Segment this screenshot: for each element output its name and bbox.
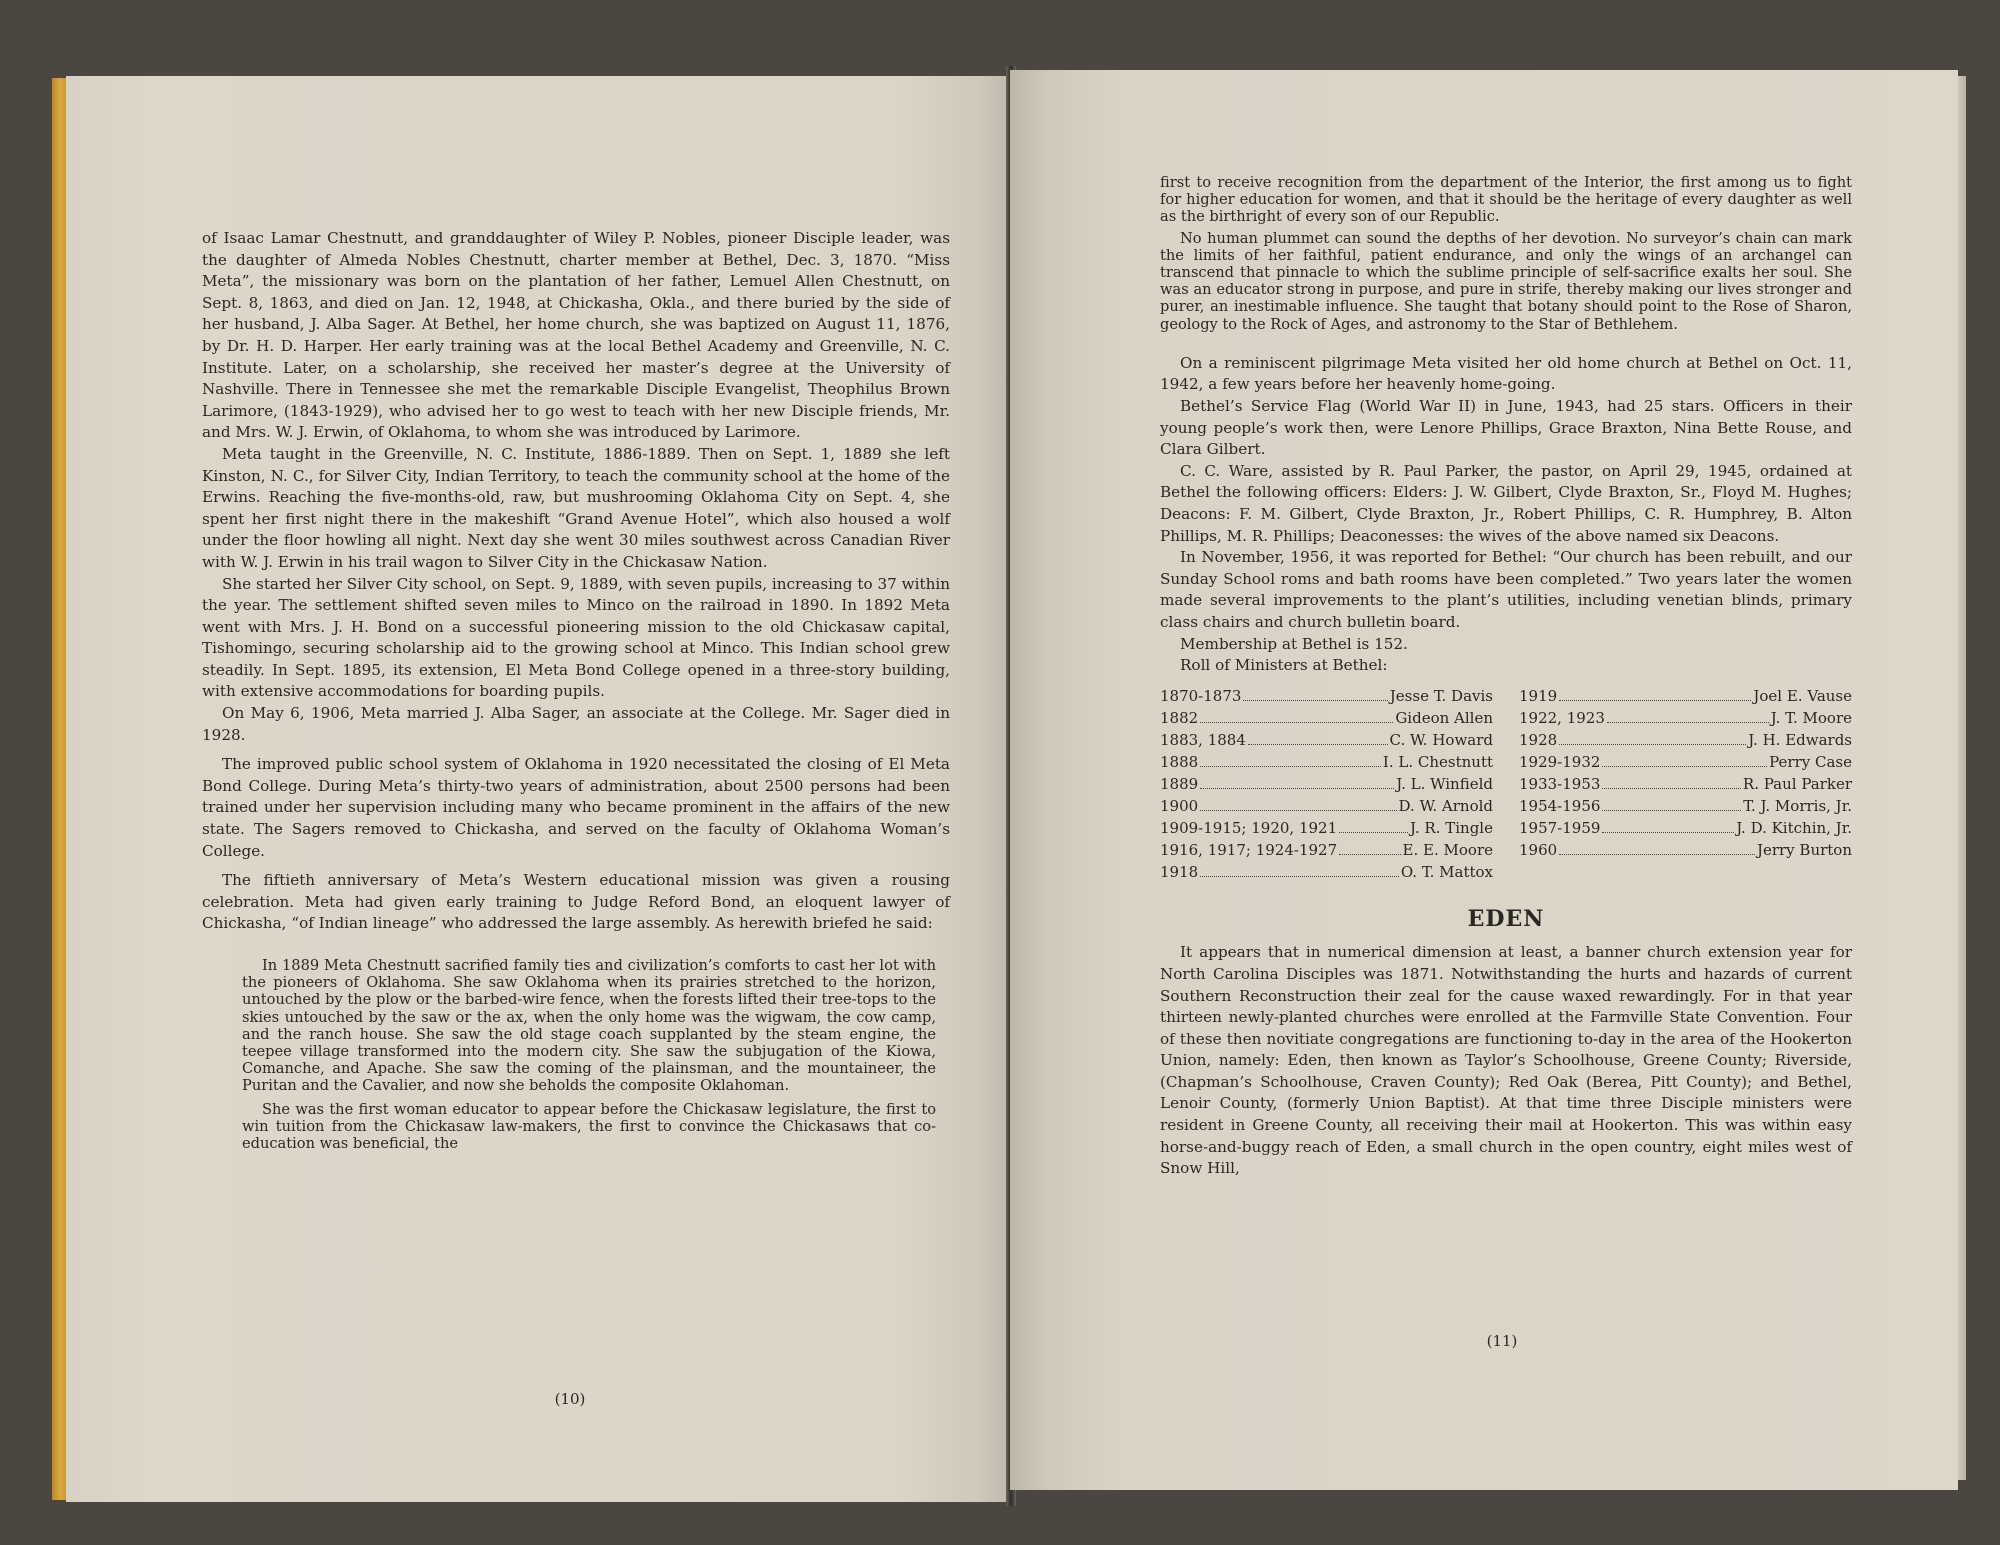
roll-minister-name: R. Paul Parker bbox=[1742, 774, 1852, 793]
roll-row bbox=[1160, 729, 1493, 751]
left-body bbox=[202, 228, 950, 1152]
roll-years: 1916, 1917; 1924-1927 bbox=[1160, 840, 1338, 859]
dot-leader bbox=[1200, 773, 1394, 789]
quote-paragraph: first to receive recognition from the department of the Interior, the first among us to fight for higher education for women, and that it should be the heritage of every daughter as well as the birthright of every son of our Republic. bbox=[1160, 174, 1852, 226]
roll-years: 1883, 1884 bbox=[1160, 730, 1246, 749]
roll-years: 1918 bbox=[1160, 862, 1199, 881]
dot-leader bbox=[1559, 729, 1746, 745]
roll-minister-name: Jerry Burton bbox=[1756, 840, 1852, 859]
roll-years: 1870-1873 bbox=[1160, 686, 1242, 705]
roll-row bbox=[1519, 707, 1852, 729]
paragraph: It appears that in numerical dimension at least, a banner church extension year for North Carolina Disciples was 1871. Notwithstanding the hurts and hazards of current Southern Reconstruction their zeal for the cause waxed rewardingly. For in that year thirteen newly-planted churches were enrolled at the Farmville State Convention. Four of these then novitiate congregations are functioning to-day in the area of the Hookerton Union, namely: Eden, then known as Taylor’s Schoolhouse, Greene County; Riverside, (Chapman’s Schoolhouse, Craven County); Red Oak (Berea, Pitt County); and Bethel, Lenoir County, (formerly Union Baptist). At that time three Disciple ministers were resident in Greene County, all receiving their mail at Hookerton. This was within easy horse-and-buggy reach of Eden, a small church in the open country, eight miles west of Snow Hill, bbox=[1160, 943, 1852, 1178]
right-body bbox=[1160, 174, 1852, 1180]
roll-years: 1919 bbox=[1519, 686, 1558, 705]
roll-minister-name: J. L. Winfield bbox=[1396, 774, 1493, 793]
roll-minister-name: C. W. Howard bbox=[1389, 730, 1493, 749]
roll-row bbox=[1519, 751, 1852, 773]
paragraph: On May 6, 1906, Meta married J. Alba Sager, an associate at the College. Mr. Sager died in 1928. bbox=[202, 704, 950, 744]
roll-years: 1889 bbox=[1160, 774, 1199, 793]
dot-leader bbox=[1602, 795, 1741, 811]
roll-column-left bbox=[1160, 685, 1493, 883]
roll-minister-name: E. E. Moore bbox=[1402, 840, 1493, 859]
dot-leader bbox=[1602, 773, 1740, 789]
paragraph: C. C. Ware, assisted by R. Paul Parker, the pastor, on April 29, 1945, ordained at Bethel the following officers: Elders: J. W. Gilbert, Clyde Braxton, Sr., Floyd M. Hughes; Deacons: F. M. Gilbert, Clyde Braxton, Jr., Robert Phillips, C. R. Humphrey, B. Alton Phillips, M. R. Phillips; Deaconesses: the wives of the above named six Deacons. bbox=[1160, 461, 1852, 545]
roll-row bbox=[1519, 817, 1852, 839]
roll-row bbox=[1160, 839, 1493, 861]
left-page bbox=[66, 76, 1014, 1502]
roll-row bbox=[1160, 751, 1493, 773]
quote-paragraph: She was the first woman educator to appear before the Chickasaw legislature, the first to win tuition from the Chickasaw law-makers, the first to convince the Chickasaws that co-education was beneficial, the bbox=[242, 1100, 936, 1153]
roll-minister-name: Jesse T. Davis bbox=[1389, 686, 1493, 705]
roll-years: 1929-1932 bbox=[1519, 752, 1601, 771]
section-title: EDEN bbox=[1467, 905, 1545, 932]
roll-row bbox=[1519, 685, 1852, 707]
roll-row bbox=[1519, 773, 1852, 795]
roll-years: 1909-1915; 1920, 1921 bbox=[1160, 818, 1338, 837]
roll-row bbox=[1160, 685, 1493, 707]
dot-leader bbox=[1200, 795, 1396, 811]
roll-label: Roll of Ministers at Bethel: bbox=[1180, 656, 1388, 675]
roll-years: 1888 bbox=[1160, 752, 1199, 771]
paragraph: In November, 1956, it was reported for Bethel: “Our church has been rebuilt, and our Sunday School roms and bath rooms have been completed.” Two years later the women made several improvements to the plant’s utilities, including venetian blinds, primary class chairs and church bulletin board. bbox=[1160, 548, 1852, 631]
dot-leader bbox=[1602, 817, 1734, 833]
roll-minister-name: I. L. Chestnutt bbox=[1382, 752, 1493, 771]
roll-row bbox=[1519, 795, 1852, 817]
dot-leader bbox=[1200, 707, 1393, 723]
dot-leader bbox=[1607, 707, 1769, 723]
roll-minister-name: J. H. Edwards bbox=[1748, 730, 1852, 749]
roll-row bbox=[1160, 773, 1493, 795]
roll-row bbox=[1519, 729, 1852, 751]
roll-minister-name: D. W. Arnold bbox=[1398, 796, 1493, 815]
roll-row bbox=[1160, 817, 1493, 839]
roll-row bbox=[1519, 839, 1852, 861]
paragraph: On a reminiscent pilgrimage Meta visited her old home church at Bethel on Oct. 11, 1942, a few years before her heavenly home-going. bbox=[1160, 353, 1852, 394]
roll-minister-name: T. J. Morris, Jr. bbox=[1743, 796, 1852, 815]
dot-leader bbox=[1559, 685, 1751, 701]
paragraph: Meta taught in the Greenville, N. C. Institute, 1886-1889. Then on Sept. 1, 1889 she left Kinston, N. C., for Silver City, Indian Territory, to teach the community school at the home of the Erwins. Reaching the five-months-old, raw, but mushrooming Oklahoma City on Sept. 4, she spent her first night there in the makeshift “Grand Avenue Hotel”, which also housed a wolf under the floor howling all night. Next day she went 30 miles southwest across Canadian River with W. J. Erwin in his trail wagon to Silver City in the Chickasaw Nation. bbox=[202, 444, 950, 571]
roll-years: 1900 bbox=[1160, 796, 1199, 815]
quote-paragraph: In 1889 Meta Chestnutt sacrified family ties and civilization’s comforts to cast her lot with the pioneers of Oklahoma. She saw Oklahoma when its prairies stretched to the horizon, untouched by the plow or the barbed-wire fence, when the forests lifted their tree-tops to the skies untouched by the saw or the ax, when the only home was the wigwam, the cow camp, and the ranch house. She saw the old stage coach supplanted by the steam engine, the teepee village transformed into the modern city. She saw the subjugation of the Kiowa, Comanche, and Apache. She saw the coming of the plainsman, and the mountaineer, the Puritan and the Cavalier, and now she beholds the composite Oklahoman. bbox=[242, 957, 936, 1095]
dot-leader bbox=[1200, 751, 1381, 767]
roll-row bbox=[1160, 861, 1493, 883]
roll-minister-name: Perry Case bbox=[1769, 752, 1852, 771]
dot-leader bbox=[1602, 751, 1767, 767]
paragraph: Membership at Bethel is 152. bbox=[1180, 634, 1408, 653]
right-page bbox=[1010, 70, 1958, 1490]
roll-years: 1960 bbox=[1519, 840, 1558, 859]
paragraph: The improved public school system of Oklahoma in 1920 necessitated the closing of El Meta Bond College. During Meta’s thirty-two years of administration, about 2500 persons had been trained under her supervision including many who became prominent in the affairs of the new state. The Sagers removed to Chickasha, and served on the faculty of Oklahoma Woman’s College. bbox=[202, 755, 950, 860]
roll-minister-name: J. R. Tingle bbox=[1410, 818, 1493, 837]
page-number: (11) bbox=[1486, 1332, 1518, 1350]
paragraph: She started her Silver City school, on Sept. 9, 1889, with seven pupils, increasing to 37 within the year. The settlement shifted seven miles to Minco on the railroad in 1890. In 1892 Meta went with Mrs. J. H. Bond on a successful pioneering mission to the old Chickasaw capital, Tishomingo, securing scholarship aid to the growing school at Minco. This Indian school grew steadily. In Sept. 1895, its extension, El Meta Bond College opened in a three-story building, with extensive accommodations for boarding pupils. bbox=[202, 574, 950, 701]
dot-leader bbox=[1339, 817, 1408, 833]
roll-years: 1922, 1923 bbox=[1519, 708, 1605, 727]
quote-paragraph: No human plummet can sound the depths of her devotion. No surveyor’s chain can mark the limits of her faithful, patient endurance, and only the wings of an archangel can transcend that pinnacle to which the sublime principle of self-sacrifice exalts her soul. She was an educator strong in purpose, and pure in strife, thereby making our lives stronger and purer, an inestimable influence. She taught that botany should point to the Rose of Sharon, geology to the Rock of Ages, and astronomy to the Star of Bethlehem. bbox=[1160, 229, 1852, 333]
block-quote bbox=[1160, 174, 1852, 333]
roll-minister-name: Gideon Allen bbox=[1395, 708, 1493, 727]
roll-years: 1882 bbox=[1160, 708, 1199, 727]
roll-minister-name: Joel E. Vause bbox=[1753, 686, 1852, 705]
roll-minister-name: O. T. Mattox bbox=[1400, 862, 1493, 881]
page-number: (10) bbox=[554, 1390, 586, 1408]
ministers-roll bbox=[1160, 685, 1852, 883]
roll-minister-name: J. D. Kitchin, Jr. bbox=[1736, 818, 1852, 837]
block-quote bbox=[202, 957, 950, 1152]
dot-leader bbox=[1243, 685, 1387, 701]
paragraph: of Isaac Lamar Chestnutt, and granddaughter of Wiley P. Nobles, pioneer Disciple leader, was the daughter of Almeda Nobles Chestnutt, charter member at Bethel, Dec. 3, 1870. “Miss Meta”, the missionary was born on the plantation of her father, Lemuel Allen Chestnutt, on Sept. 8, 1863, and died on Jan. 12, 1948, at Chickasha, Okla., and there buried by the side of her husband, J. Alba Sager. At Bethel, her home church, she was baptized on August 11, 1876, by Dr. H. D. Harper. Her early training was at the local Bethel Academy and Greenville, N. C. Institute. Later, on a scholarship, she received her master’s degree at the University of Nashville. There in Tennessee she met the remarkable Disciple Evangelist, Theophilus Brown Larimore, (1843-1929), who advised her to go west to teach with her new Disciple friends, Mr. and Mrs. W. J. Erwin, of Oklahoma, to whom she was introduced by Larimore. bbox=[202, 229, 950, 442]
roll-years: 1957-1959 bbox=[1519, 818, 1601, 837]
dot-leader bbox=[1248, 729, 1388, 745]
dot-leader bbox=[1200, 861, 1399, 877]
paragraph: The fiftieth anniversary of Meta’s Western educational mission was given a rousing celebration. Meta had given early training to Judge Reford Bond, an eloquent lawyer of Chickasha, “of Indian lineage” who addressed the large assembly. As herewith briefed he said: bbox=[202, 871, 950, 933]
roll-years: 1933-1953 bbox=[1519, 774, 1601, 793]
roll-row bbox=[1160, 795, 1493, 817]
roll-years: 1928 bbox=[1519, 730, 1558, 749]
roll-row bbox=[1160, 707, 1493, 729]
roll-minister-name: J. T. Moore bbox=[1770, 708, 1852, 727]
roll-column-right bbox=[1519, 685, 1852, 883]
dot-leader bbox=[1559, 839, 1755, 855]
roll-years: 1954-1956 bbox=[1519, 796, 1601, 815]
paragraph: Bethel’s Service Flag (World War II) in June, 1943, had 25 stars. Officers in their young people’s work then, were Lenore Phillips, Grace Braxton, Nina Bette Rouse, and Clara Gilbert. bbox=[1160, 397, 1852, 459]
dot-leader bbox=[1339, 839, 1400, 855]
